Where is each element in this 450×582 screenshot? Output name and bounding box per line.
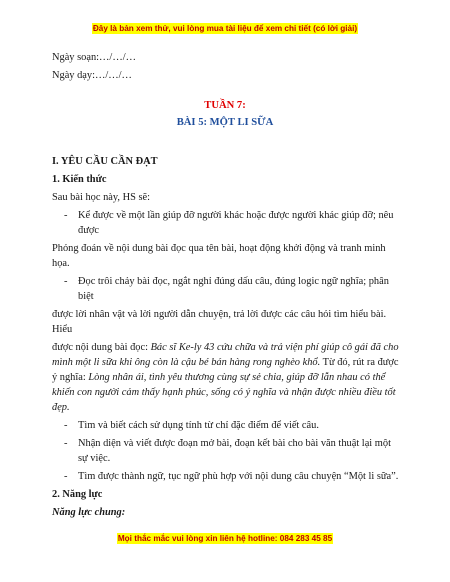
list-item: - Kể được về một lần giúp đỡ người khác hoặc được người khác giúp đỡ; nêu được xyxy=(52,208,398,238)
list-item: - Đọc trôi chảy bài đọc, ngắt nghỉ đúng dấu câu, đúng logic ngữ nghĩa; phân biệt xyxy=(52,274,398,304)
paragraph-line: được lời nhân vật và lời người dẫn chuyện, trả lời được các câu hỏi tìm hiểu bài. xyxy=(52,309,387,320)
content-italic: Bác sĩ Ke-ly 43 cứu chữa và trả viện phí giúp cô gái đã cho xyxy=(150,342,399,353)
document-body xyxy=(52,50,398,520)
teach-date: Ngày dạy:…/…/… xyxy=(52,70,132,81)
list-item: - Nhận diện và viết được đoạn mở bài, đoạn kết bài cho bài văn thuật lại một sự việc. xyxy=(52,436,398,466)
content-italic: mình một li sữa khi ông còn là cậu bé bán hàng rong nghèo khổ. xyxy=(52,357,321,368)
list-item: - Tìm được thành ngữ, tục ngữ phù hợp với nội dung câu chuyện “Một li sữa”. xyxy=(64,471,399,482)
bullet-text: Tìm và biết cách sử dụng tính từ chỉ đặc điểm để viết câu. xyxy=(78,420,319,431)
intro-text: Sau bài học này, HS sẽ: xyxy=(52,192,151,203)
content-tail: Từ đó, rút ra được xyxy=(320,357,399,368)
subheading-knowledge: 1. Kiến thức xyxy=(52,174,107,185)
meaning-lead: ý nghĩa: xyxy=(52,372,89,383)
section-heading-requirements: I. YÊU CẦU CẦN ĐẠT xyxy=(52,156,158,167)
bullet-text-cont: được xyxy=(78,225,99,236)
hotline-text: Mọi thắc mắc vui lòng xin liên hệ hotline: 084 283 45 85 xyxy=(117,534,333,543)
meaning-italic: Lòng nhân ái, tình yêu thương cùng sự sẻ chia, giúp đỡ lẫn nhau có thể xyxy=(88,372,386,383)
paragraph-predict xyxy=(52,241,398,271)
list-item: - Tìm và biết cách sử dụng tính từ chỉ đặc điểm để viết câu. xyxy=(52,418,398,433)
content-lead: được nội dung bài đọc: xyxy=(52,342,151,353)
meaning-italic: đẹp. xyxy=(52,402,70,413)
lesson-title: BÀI 5: MỘT LI SỮA xyxy=(176,117,274,128)
paragraph-content xyxy=(52,340,398,415)
hotline-banner xyxy=(0,534,450,543)
prep-date: Ngày soạn:…/…/… xyxy=(52,52,136,63)
subheading-competence: 2. Năng lực xyxy=(52,489,103,500)
bullet-text: Kể được về một lần giúp đỡ người khác hoặc được người khác giúp đỡ; nêu xyxy=(78,210,394,221)
bullet-text-cont: biệt xyxy=(78,291,94,302)
paragraph-line: Phỏng đoán về nội dung bài đọc qua tên bài, hoạt động khởi động và tranh minh xyxy=(52,243,386,254)
paragraph-line: họa. xyxy=(52,258,70,269)
bullet-text: Tìm được thành ngữ, tục ngữ phù hợp với nội dung câu chuyện “Một li sữa”. xyxy=(78,471,399,482)
paragraph-dialog xyxy=(52,307,398,337)
paragraph-line: Hiểu xyxy=(52,324,73,335)
meaning-italic: khiến con người cảm thấy hạnh phúc, sống có ý nghĩa và nhận được nhiều điều tốt xyxy=(52,387,396,398)
bullet-text: Đọc trôi chảy bài đọc, ngắt nghỉ đúng dấu câu, đúng logic ngữ nghĩa; phân xyxy=(78,276,389,287)
preview-notice-text: Đây là bản xem thử, vui lòng mua tài liệu để xem chi tiết (có lời giải) xyxy=(92,24,358,33)
bullet-text: Nhận diện và viết được đoạn mở bài, đoạn kết bài cho bài văn thuật lại một xyxy=(78,438,391,449)
bullet-text-cont: sự việc. xyxy=(78,453,111,464)
preview-notice-banner xyxy=(0,24,450,33)
week-title: TUẦN 7: xyxy=(204,100,246,111)
subheading-general-competence: Năng lực chung: xyxy=(52,507,126,518)
